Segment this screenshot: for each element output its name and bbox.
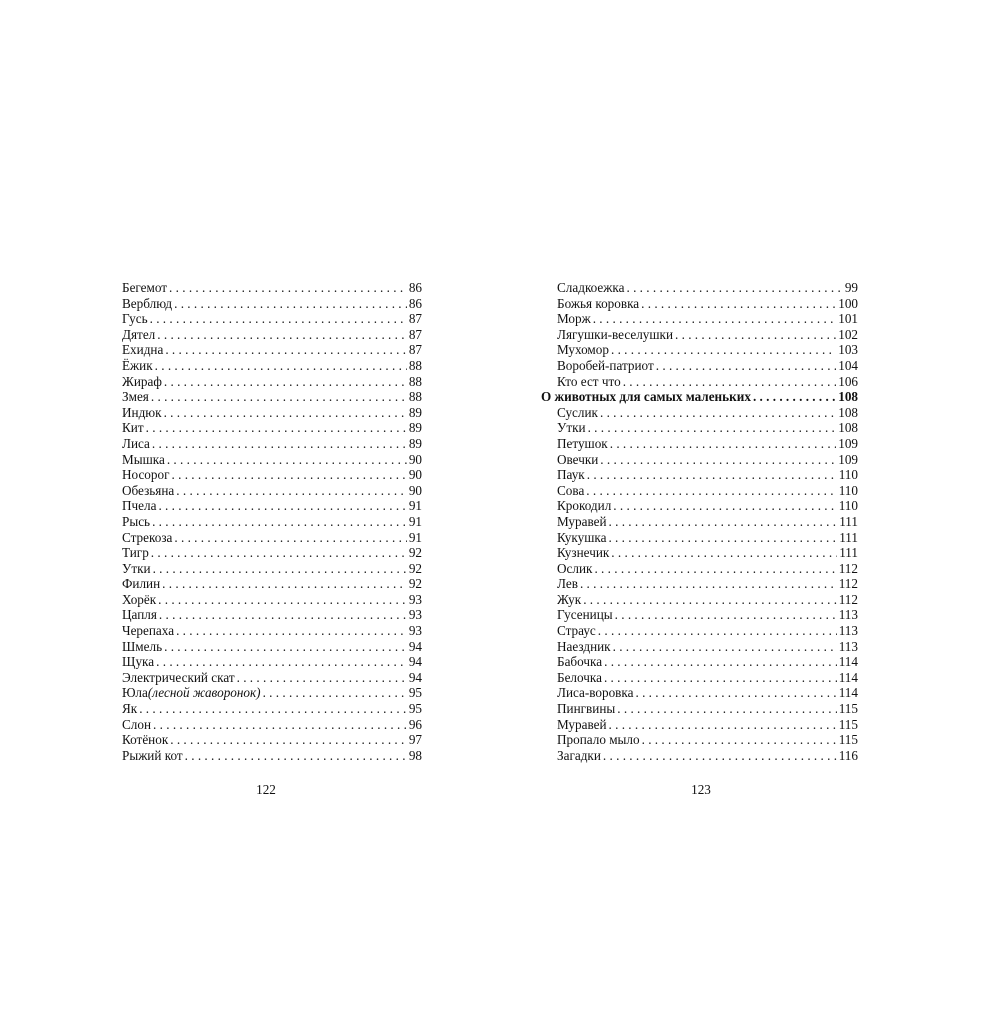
dot-leader xyxy=(165,342,406,358)
toc-entry-page: 111 xyxy=(839,513,858,529)
toc-entry-page: 115 xyxy=(838,732,858,748)
toc-entry-page: 115 xyxy=(838,701,858,717)
toc-entry-title: Бабочка xyxy=(557,654,603,670)
toc-entry-title: Филин xyxy=(122,576,161,592)
toc-entry-page: 94 xyxy=(408,669,422,685)
toc-list-left xyxy=(122,280,422,763)
dot-leader xyxy=(167,452,407,468)
toc-entry-title: Сова xyxy=(557,482,585,498)
dot-leader xyxy=(237,670,407,686)
toc-entry xyxy=(541,280,858,296)
dot-leader xyxy=(609,514,838,530)
toc-entry xyxy=(122,592,422,608)
toc-entry-page: 91 xyxy=(408,498,422,514)
dot-leader xyxy=(158,592,407,608)
toc-entry-title: Жук xyxy=(557,591,582,607)
toc-entry-page: 86 xyxy=(408,295,422,311)
toc-entry-page: 90 xyxy=(408,451,422,467)
dot-leader xyxy=(164,405,407,421)
dot-leader xyxy=(185,748,407,764)
toc-entry xyxy=(541,311,858,327)
toc-entry xyxy=(541,530,858,546)
toc-entry xyxy=(541,717,858,733)
toc-entry-page: 87 xyxy=(408,311,422,327)
toc-entry-page: 92 xyxy=(408,576,422,592)
toc-entry-page: 90 xyxy=(408,467,422,483)
toc-entry-page: 108 xyxy=(838,389,858,405)
toc-entry-title: Обезьяна xyxy=(122,482,175,498)
toc-entry-page: 88 xyxy=(408,373,422,389)
dot-leader xyxy=(263,685,407,701)
toc-entry xyxy=(541,436,858,452)
dot-leader xyxy=(642,732,837,748)
toc-entry xyxy=(541,420,858,436)
dot-leader xyxy=(641,296,836,312)
toc-entry-page: 114 xyxy=(838,654,858,670)
toc-entry-title: Цапля xyxy=(122,607,157,623)
toc-entry xyxy=(122,732,422,748)
toc-entry xyxy=(122,623,422,639)
toc-entry-title: Черепаха xyxy=(122,623,175,639)
toc-entry xyxy=(541,670,858,686)
toc-entry-page: 112 xyxy=(838,591,858,607)
dot-leader xyxy=(608,530,837,546)
toc-entry-title: Лиса xyxy=(122,435,150,451)
toc-entry-title: Овечки xyxy=(557,451,599,467)
toc-entry xyxy=(122,405,422,421)
dot-leader xyxy=(600,405,836,421)
toc-entry xyxy=(541,639,858,655)
toc-entry xyxy=(122,452,422,468)
toc-entry-page: 109 xyxy=(838,451,858,467)
toc-entry-page: 108 xyxy=(838,420,858,436)
dot-leader xyxy=(604,654,837,670)
toc-entry xyxy=(122,545,422,561)
dot-leader xyxy=(164,374,407,390)
toc-entry-page: 110 xyxy=(838,482,858,498)
toc-entry xyxy=(541,358,858,374)
toc-entry xyxy=(122,514,422,530)
toc-entry-title: Гусеницы xyxy=(557,607,613,623)
toc-entry-title: Пропало мыло xyxy=(557,732,640,748)
toc-entry-page: 91 xyxy=(408,529,422,545)
toc-entry-page: 115 xyxy=(838,716,858,732)
toc-entry-title: Электрический скат xyxy=(122,669,235,685)
toc-entry xyxy=(541,607,858,623)
toc-entry-page: 95 xyxy=(408,685,422,701)
toc-entry-page: 110 xyxy=(838,498,858,514)
toc-entry-title: Крокодил xyxy=(557,498,612,514)
toc-entry-page: 101 xyxy=(838,311,858,327)
dot-leader xyxy=(623,374,837,390)
dot-leader xyxy=(675,327,836,343)
dot-leader xyxy=(617,701,836,717)
toc-entry xyxy=(541,732,858,748)
toc-entry xyxy=(541,327,858,343)
dot-leader xyxy=(580,576,837,592)
toc-entry-title: Морж xyxy=(557,311,591,327)
toc-entry-title: Змея xyxy=(122,389,149,405)
dot-leader xyxy=(176,623,407,639)
dot-leader xyxy=(174,530,406,546)
toc-entry xyxy=(122,576,422,592)
toc-entry xyxy=(541,514,858,530)
toc-entry xyxy=(122,498,422,514)
toc-entry-page: 93 xyxy=(408,591,422,607)
toc-entry-title: О животных для самых маленьких xyxy=(541,389,751,405)
dot-leader xyxy=(151,545,407,561)
dot-leader xyxy=(162,576,407,592)
toc-entry-page: 97 xyxy=(408,732,422,748)
dot-leader xyxy=(594,561,836,577)
toc-entry-title: Слон xyxy=(122,716,152,732)
toc-entry-page: 114 xyxy=(838,669,858,685)
toc-entry xyxy=(541,701,858,717)
toc-entry xyxy=(122,420,422,436)
toc-entry-note: (лесной жаворонок) xyxy=(147,685,261,701)
toc-entry-page: 94 xyxy=(408,638,422,654)
toc-entry-title: Мышка xyxy=(122,451,165,467)
toc-entry xyxy=(122,561,422,577)
toc-entry xyxy=(122,311,422,327)
toc-entry-title: Божья коровка xyxy=(557,295,640,311)
toc-entry xyxy=(541,452,858,468)
dot-leader xyxy=(164,639,407,655)
dot-leader xyxy=(174,296,407,312)
dot-leader xyxy=(153,561,407,577)
dot-leader xyxy=(613,498,836,514)
dot-leader xyxy=(152,436,407,452)
dot-leader xyxy=(626,280,842,296)
toc-entry-title: Лягушки-веселушки xyxy=(557,326,674,342)
toc-entry-page: 113 xyxy=(838,638,858,654)
toc-entry-page: 112 xyxy=(838,576,858,592)
toc-entry-title: Лиса-воровка xyxy=(557,685,634,701)
toc-entry-title: Наездник xyxy=(557,638,611,654)
toc-entry xyxy=(541,405,858,421)
toc-entry xyxy=(122,436,422,452)
toc-entry xyxy=(122,374,422,390)
toc-entry-title: Рыжий кот xyxy=(122,747,183,763)
toc-entry xyxy=(541,296,858,312)
dot-leader xyxy=(157,327,407,343)
toc-entry-page: 103 xyxy=(838,342,858,358)
toc-entry-page: 92 xyxy=(408,560,422,576)
dot-leader xyxy=(586,483,836,499)
dot-leader xyxy=(609,717,837,733)
dot-leader xyxy=(615,607,837,623)
toc-entry xyxy=(541,483,858,499)
toc-list-right xyxy=(541,280,858,763)
dot-leader xyxy=(611,342,836,358)
toc-entry-title: Страус xyxy=(557,623,596,639)
toc-entry-title: Верблюд xyxy=(122,295,173,311)
dot-leader xyxy=(588,420,837,436)
toc-entry-page: 102 xyxy=(838,326,858,342)
toc-entry-title: Кузнечик xyxy=(557,545,610,561)
toc-entry xyxy=(122,670,422,686)
toc-entry-title: Котёнок xyxy=(122,732,169,748)
toc-entry-title: Носорог xyxy=(122,467,170,483)
toc-entry-title: Сладкоежка xyxy=(557,280,625,295)
toc-entry-title: Муравей xyxy=(557,716,607,732)
toc-entry-title: Щука xyxy=(122,654,155,670)
toc-entry-page: 104 xyxy=(838,357,858,373)
dot-leader xyxy=(613,639,837,655)
toc-entry-title: Загадки xyxy=(557,747,601,763)
toc-entry-page: 89 xyxy=(408,435,422,451)
toc-entry-title: Рысь xyxy=(122,513,151,529)
toc-entry-title: Шмель xyxy=(122,638,163,654)
toc-entry xyxy=(541,685,858,701)
toc-entry xyxy=(122,685,422,701)
toc-entry-page: 95 xyxy=(408,701,422,717)
dot-leader xyxy=(139,701,407,717)
toc-entry-page: 111 xyxy=(839,529,858,545)
toc-entry-title: Юла xyxy=(122,685,148,701)
toc-entry-page: 100 xyxy=(838,295,858,311)
dot-leader xyxy=(587,467,837,483)
dot-leader xyxy=(753,389,836,405)
toc-entry xyxy=(122,296,422,312)
dot-leader xyxy=(604,670,837,686)
dot-leader xyxy=(593,311,837,327)
toc-entry xyxy=(541,545,858,561)
toc-entry-page: 111 xyxy=(839,545,858,561)
toc-entry-page: 116 xyxy=(838,747,858,763)
toc-entry xyxy=(541,467,858,483)
left-page xyxy=(122,280,422,763)
toc-entry xyxy=(541,592,858,608)
toc-entry xyxy=(541,498,858,514)
toc-entry-title: Жираф xyxy=(122,373,162,389)
toc-entry xyxy=(541,654,858,670)
toc-entry-title: Петушок xyxy=(557,435,608,451)
toc-entry xyxy=(122,530,422,546)
toc-entry-title: Дятел xyxy=(122,326,156,342)
toc-entry xyxy=(541,374,858,390)
toc-entry-page: 108 xyxy=(838,404,858,420)
toc-entry-title: Бегемот xyxy=(122,280,168,295)
toc-entry-title: Утки xyxy=(122,560,151,576)
toc-entry xyxy=(122,280,422,296)
dot-leader xyxy=(610,436,837,452)
toc-entry xyxy=(122,483,422,499)
toc-entry-title: Пчела xyxy=(122,498,157,514)
toc-entry xyxy=(541,623,858,639)
toc-entry-page: 90 xyxy=(408,482,422,498)
toc-entry-page: 89 xyxy=(408,420,422,436)
dot-leader xyxy=(611,545,837,561)
toc-entry-title: Воробей-патриот xyxy=(557,357,654,373)
toc-entry-title: Ёжик xyxy=(122,357,153,373)
right-page xyxy=(541,280,858,763)
toc-entry xyxy=(122,701,422,717)
toc-entry xyxy=(122,327,422,343)
dot-leader xyxy=(146,420,407,436)
toc-entry xyxy=(122,748,422,764)
toc-entry-page: 87 xyxy=(408,326,422,342)
toc-entry-title: Индюк xyxy=(122,404,162,420)
toc-entry xyxy=(122,358,422,374)
toc-section-heading xyxy=(541,389,858,405)
dot-leader xyxy=(153,717,407,733)
toc-entry xyxy=(122,342,422,358)
dot-leader xyxy=(170,732,407,748)
toc-entry-title: Ослик xyxy=(557,560,593,576)
toc-entry xyxy=(122,389,422,405)
dot-leader xyxy=(583,592,837,608)
toc-entry-page: 109 xyxy=(838,435,858,451)
toc-entry-page: 96 xyxy=(408,716,422,732)
dot-leader xyxy=(598,623,837,639)
toc-entry-page: 106 xyxy=(838,373,858,389)
toc-entry-page: 89 xyxy=(408,404,422,420)
toc-entry-title: Кто ест что xyxy=(557,373,621,389)
dot-leader xyxy=(158,498,406,514)
toc-entry-page: 94 xyxy=(408,654,422,670)
toc-entry-page: 92 xyxy=(408,545,422,561)
toc-entry-page: 113 xyxy=(838,623,858,639)
dot-leader xyxy=(656,358,836,374)
dot-leader xyxy=(600,452,836,468)
toc-entry xyxy=(541,561,858,577)
toc-entry-page: 88 xyxy=(408,389,422,405)
toc-entry-title: Белочка xyxy=(557,669,602,685)
dot-leader xyxy=(635,685,836,701)
dot-leader xyxy=(150,311,407,327)
toc-entry-page: 87 xyxy=(408,342,422,358)
toc-entry-title: Хорёк xyxy=(122,591,157,607)
toc-entry-page: 93 xyxy=(408,607,422,623)
toc-entry-title: Стрекоза xyxy=(122,529,173,545)
toc-entry-title: Гусь xyxy=(122,311,148,327)
toc-entry-page: 113 xyxy=(838,607,858,623)
toc-entry-title: Паук xyxy=(557,467,585,483)
dot-leader xyxy=(603,748,837,764)
dot-leader xyxy=(152,514,407,530)
toc-entry-title: Тигр xyxy=(122,545,149,561)
toc-entry-page: 91 xyxy=(408,513,422,529)
dot-leader xyxy=(155,358,407,374)
toc-entry-page: 110 xyxy=(838,467,858,483)
page-number-left: 122 xyxy=(256,782,276,797)
toc-entry xyxy=(122,467,422,483)
toc-entry xyxy=(122,607,422,623)
toc-entry-title: Ехидна xyxy=(122,342,164,358)
toc-entry-page: 98 xyxy=(408,747,422,763)
page-number-right: 123 xyxy=(691,782,711,797)
toc-entry-title: Мухомор xyxy=(557,342,609,358)
toc-entry-page: 114 xyxy=(838,685,858,701)
toc-entry-title: Кит xyxy=(122,420,144,436)
toc-entry-page: 93 xyxy=(408,623,422,639)
toc-entry-page: 88 xyxy=(408,357,422,373)
dot-leader xyxy=(176,483,407,499)
toc-entry-page: 99 xyxy=(844,280,858,295)
toc-entry xyxy=(541,748,858,764)
toc-entry-title: Кукушка xyxy=(557,529,607,545)
toc-entry xyxy=(122,717,422,733)
toc-entry xyxy=(541,342,858,358)
toc-entry-page: 86 xyxy=(408,280,422,295)
toc-entry xyxy=(541,576,858,592)
toc-entry-title: Утки xyxy=(557,420,586,436)
dot-leader xyxy=(151,389,407,405)
dot-leader xyxy=(169,280,407,296)
toc-entry-title: Муравей xyxy=(557,513,607,529)
toc-entry-title: Як xyxy=(122,701,138,717)
toc-entry-page: 112 xyxy=(838,560,858,576)
toc-entry-title: Лев xyxy=(557,576,578,592)
toc-entry xyxy=(122,639,422,655)
toc-entry xyxy=(122,654,422,670)
dot-leader xyxy=(156,654,407,670)
dot-leader xyxy=(159,607,407,623)
toc-entry-title: Суслик xyxy=(557,404,598,420)
toc-entry-title: Пингвины xyxy=(557,701,616,717)
dot-leader xyxy=(172,467,407,483)
